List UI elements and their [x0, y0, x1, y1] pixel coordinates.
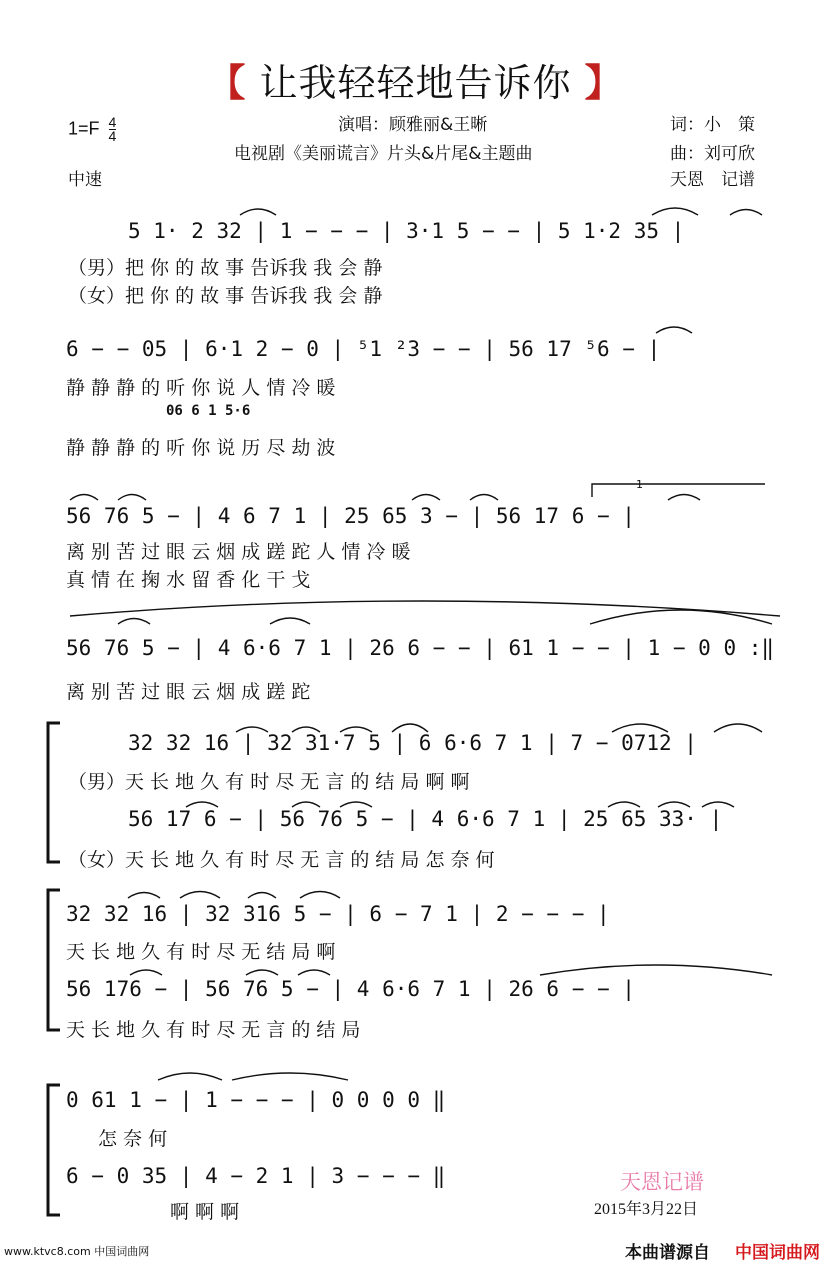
- composer-credit: 曲：刘可欣: [670, 144, 755, 164]
- lyric-line: 天 长 地 久 有 时 尽 无 结 局 啊: [66, 941, 336, 963]
- transcriber-credit: 天恩 记谱: [670, 170, 755, 190]
- slur: [248, 893, 276, 899]
- tie: [70, 601, 780, 616]
- volta-number: 1: [636, 478, 643, 491]
- singers-credit: 演唱：顾雅丽&王晰: [338, 115, 488, 135]
- slur: [118, 495, 146, 501]
- tie: [590, 610, 772, 624]
- tie: [540, 965, 772, 975]
- notation-line: 56 17 6 − | 56 76 5 − | 4 6·6 7 1 | 25 65 33· |: [128, 807, 723, 831]
- notation-line: 32 32 16 | 32 31·7 5 | 6 6·6 7 1 | 7 − 0712 |: [128, 731, 697, 755]
- slur: [128, 893, 160, 899]
- slur: [412, 495, 440, 501]
- group-bracket: [48, 890, 60, 1030]
- slur: [652, 208, 698, 215]
- footer-source-label: 本曲谱源自: [625, 1243, 710, 1263]
- time-sig-bottom: 4: [108, 128, 117, 144]
- group-bracket: [48, 1085, 60, 1215]
- notation-line: 6 − − 05 | 6·1 2 − 0 | ⁵1 ²3 − − | 56 17 ⁵6 − |: [66, 337, 661, 361]
- lyric-line: 啊 啊 啊: [170, 1201, 240, 1223]
- footer-source-site: 中国词曲网: [735, 1243, 820, 1263]
- tie: [158, 1073, 222, 1080]
- time-sig-top: 4: [108, 114, 117, 130]
- notation-line: 32 32 16 | 32 316 5 − | 6 − 7 1 | 2 − − − |: [66, 902, 610, 926]
- slur: [130, 970, 162, 975]
- notation-line: 5 1· 2 32 | 1 − − − | 3·1 5 − − | 5 1·2 35 |: [128, 219, 685, 243]
- lyric-line: 怎 奈 何: [98, 1128, 168, 1150]
- notation-line: 6 − 0 35 | 4 − 2 1 | 3 − − − ‖: [66, 1164, 446, 1188]
- slur: [246, 970, 278, 975]
- lyricist-credit: 词：小 策: [670, 115, 755, 135]
- key-text: 1=F: [68, 118, 100, 139]
- lyric-line: （男）天 长 地 久 有 时 尽 无 言 的 结 局 啊 啊: [68, 771, 470, 793]
- lyric-line: 离 别 苦 过 眼 云 烟 成 蹉 跎: [66, 681, 311, 703]
- notation-line: 56 176 − | 56 76 5 − | 4 6·6 7 1 | 26 6 − − |: [66, 977, 635, 1001]
- notation-line: 56 76 5 − | 4 6 7 1 | 25 65 3 − | 56 17 6 − |: [66, 504, 635, 528]
- notation-line: 0 61 1 − | 1 − − − | 0 0 0 0 ‖: [66, 1088, 446, 1112]
- lyric-line: 离 别 苦 过 眼 云 烟 成 蹉 跎 人 情 冷 暖: [66, 541, 411, 563]
- slur: [70, 495, 98, 501]
- notation-line: 56 76 5 − | 4 6·6 7 1 | 26 6 − − | 61 1 − − | 1 − 0 0 :‖: [66, 636, 775, 660]
- slur: [714, 724, 762, 732]
- tempo-marking: 中速: [68, 170, 102, 190]
- slur: [656, 327, 692, 333]
- lyric-line: （女）把 你 的 故 事 告诉我 我 会 静: [68, 285, 383, 307]
- footer-site: www.ktvc8.com 中国词曲网: [4, 1245, 150, 1258]
- slur: [180, 892, 220, 899]
- lyric-line: （男）把 你 的 故 事 告诉我 我 会 静: [68, 257, 383, 279]
- slur: [668, 495, 700, 501]
- group-bracket: [48, 723, 60, 862]
- slur: [118, 619, 150, 625]
- source-credit: 电视剧《美丽谎言》片头&片尾&主题曲: [234, 144, 533, 164]
- slur: [300, 892, 340, 899]
- lyric-line: （女）天 长 地 久 有 时 尽 无 言 的 结 局 怎 奈 何: [68, 849, 495, 871]
- slur: [470, 495, 498, 501]
- lyric-line: 静 静 静 的 听 你 说 人 情 冷 暖: [66, 377, 336, 399]
- transcriber-stamp: 天恩记谱: [620, 1170, 704, 1194]
- title-bracket-close: 】: [584, 61, 624, 105]
- harmony-line: 06 6 1 5·6: [166, 403, 251, 419]
- slur: [730, 210, 762, 216]
- tie: [232, 1073, 348, 1080]
- lyric-line: 静 静 静 的 听 你 说 历 尽 劫 波: [66, 437, 336, 459]
- title-bracket-open: 【: [207, 61, 247, 105]
- lyric-line: 天 长 地 久 有 时 尽 无 言 的 结 局: [66, 1019, 361, 1041]
- slur: [240, 209, 276, 215]
- slur: [298, 970, 330, 975]
- title-text: 让我轻轻地告诉你: [259, 61, 572, 105]
- lyric-line: 真 情 在 掬 水 留 香 化 干 戈: [66, 569, 311, 591]
- transcription-date: 2015年3月22日: [594, 1201, 699, 1218]
- slur: [270, 618, 310, 624]
